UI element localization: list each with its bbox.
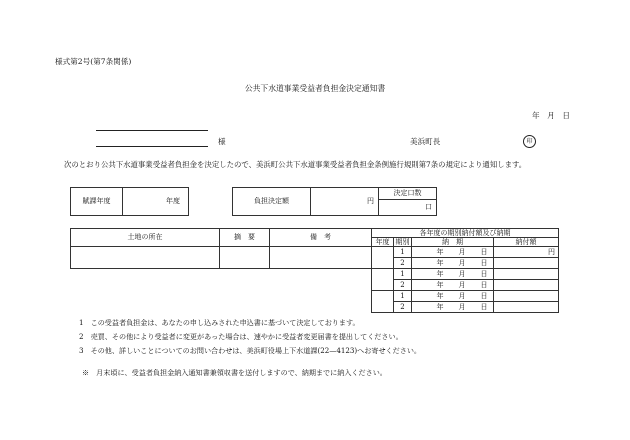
note-1: 1 この受益者負担金は、あなたの申し込みされた申込書に基づいて決定しております。 [79,318,360,327]
due-date-header: 納 期 [412,238,494,247]
due-date-cell: 年 月 日 [412,258,494,269]
year-header: 年度 [372,238,394,247]
document-title: 公共下水道事業受益者負担金決定通知書 [244,84,386,93]
due-date-cell: 年 月 日 [412,247,494,258]
official-seal: 印 [523,135,536,148]
issue-date: 年 月 日 [532,111,570,120]
period-cell: 1 [394,269,412,280]
remarks-cell [270,247,372,269]
period-cell: 1 [394,291,412,302]
installments-field: 口 [379,200,437,216]
issuer-name: 美浜町長 [410,137,441,146]
remarks-header: 備 考 [270,229,372,247]
summary-cell [220,247,270,269]
fiscal-year-label: 賦課年度 [71,188,123,216]
blank-area [71,269,372,313]
recipient-name-line [96,146,208,147]
payment-amount-cell [494,280,559,291]
installment-group-header: 各年度の期別納付額及び納期 [372,229,559,238]
installments-label: 決定口数 [379,188,437,200]
due-date-cell: 年 月 日 [412,280,494,291]
payment-amount-cell [494,269,559,280]
period-cell: 1 [394,247,412,258]
payment-amount-cell [494,291,559,302]
due-date-cell: 年 月 日 [412,291,494,302]
land-location-header: 土地の所在 [71,229,220,247]
recipient-honorific: 様 [218,137,226,146]
form-number: 様式第2号(第7条関係) [55,57,132,66]
land-location-cell [71,247,220,269]
year-cell [372,269,394,291]
period-cell: 2 [394,302,412,313]
due-date-cell: 年 月 日 [412,269,494,280]
period-cell: 2 [394,280,412,291]
year-cell [372,291,394,313]
payment-amount-cell: 円 [494,247,559,258]
payment-amount-cell [494,258,559,269]
note-2: 2 売買、その他により受益者に変更があった場合は、速やかに受益者変更届書を提出してください。 [79,332,403,341]
table-gap [189,188,233,216]
amount-label: 負担決定額 [233,188,311,216]
installment-row [71,269,559,280]
intro-paragraph: 次のとおり公共下水道事業受益者負担金を決定したので、美浜町公共下水道事業受益者負担金条例施行規則第7条の規定により通知します。 [64,160,527,169]
footnote: ※ 月末頃に、受益者負担金納入通知書兼領収書を送付しますので、納期までに納入ください。 [82,368,387,377]
summary-table [70,187,437,216]
year-cell [372,247,394,269]
payment-amount-header: 納付額 [494,238,559,247]
fiscal-year-field: 年度 [123,188,189,216]
amount-field: 円 [311,188,379,216]
installment-row [71,247,559,258]
notes-list [79,316,421,358]
recipient-address-line [96,130,208,131]
period-header: 期別 [395,237,410,246]
summary-header: 摘 要 [220,229,270,247]
installment-table [70,228,559,313]
payment-amount-cell [494,302,559,313]
period-cell: 2 [394,258,412,269]
due-date-cell: 年 月 日 [412,302,494,313]
note-3: 3 その他、詳しいことについてのお問い合わせは、美浜町役場上下水道課(22—4123)へお寄せください。 [79,346,422,355]
